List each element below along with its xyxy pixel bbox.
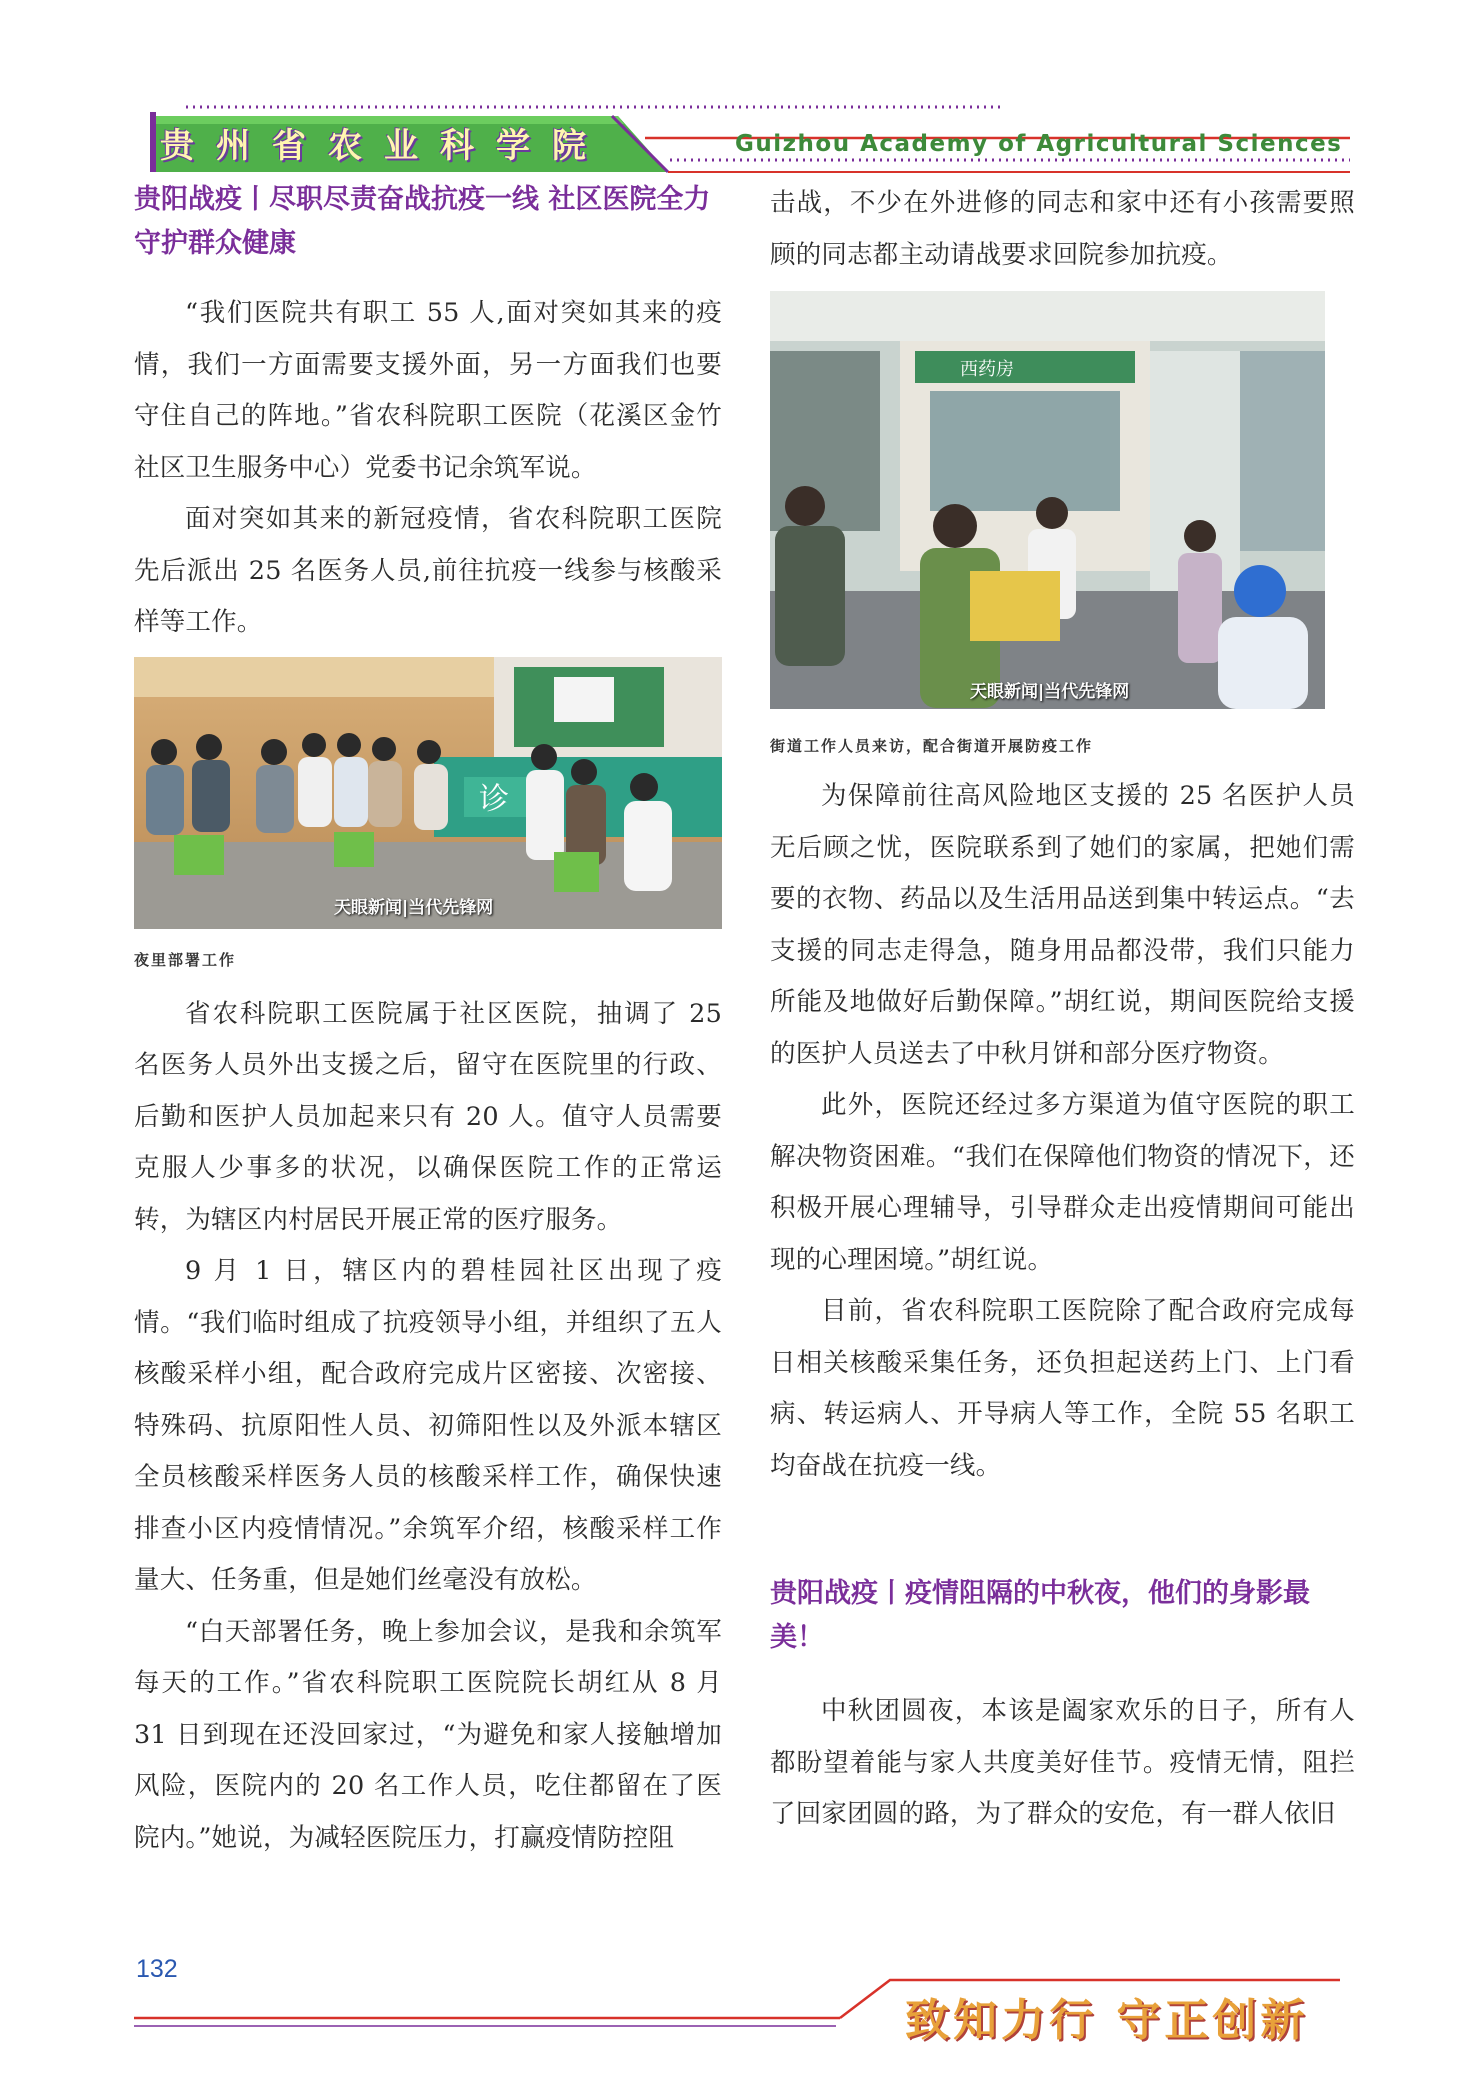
footer-slogan: 致知力行 守正创新 <box>905 1995 1309 2046</box>
article1-paragraph: “白天部署任务，晚上参加会议，是我和余筑军每天的工作。”省农科院职工医院院长胡红从 8 月 31 日到现在还没回家过，“为避免和家人接触增加风险，医院内的 20 名工作人员，吃住都留在了医院内。”她说，为减轻医院压力，打赢疫情防控阻 <box>134 1616 722 1853</box>
photo-night-meeting <box>134 657 722 929</box>
article1-headline: 贵阳战疫丨尽职尽责奋战抗疫一线 社区医院全力守护群众健康 <box>134 184 711 259</box>
photo1-sign: 诊 <box>479 781 509 817</box>
photo-street-visit <box>770 291 1325 709</box>
photo2-caption: 街道工作人员来访，配合街道开展防疫工作 <box>770 737 1094 755</box>
page-header <box>0 0 1481 180</box>
article1-paragraph: “我们医院共有职工 55 人,面对突如其来的疫情，我们一方面需要支援外面，另一方面我们也要守住自己的阵地。”省农科院职工医院（花溪区金竹社区卫生服务中心）党委书记余筑军说。 <box>134 298 722 483</box>
header-title-cn: 贵州省农业科学院 <box>160 126 608 166</box>
article1-paragraph: 省农科院职工医院属于社区医院，抽调了 25 名医务人员外出支援之后，留守在医院里的行政、后勤和医护人员加起来只有 20 人。值守人员需要克服人少事多的状况，以确保医院工作的正常运转，为辖区内村居民开展正常的医疗服务。 <box>134 998 722 1235</box>
article1-paragraph: 面对突如其来的新冠疫情，省农科院职工医院先后派出 25 名医务人员,前往抗疫一线参与核酸采样等工作。 <box>134 504 722 637</box>
left-column <box>134 180 722 1864</box>
article1-paragraph: 目前，省农科院职工医院除了配合政府完成每日相关核酸采集任务，还负担起送药上门、上门看病、转运病人、开导病人等工作，全院 55 名职工均奋战在抗疫一线。 <box>770 1296 1355 1481</box>
article2-headline: 贵阳战疫丨疫情阻隔的中秋夜，他们的身影最美！ <box>770 1578 1310 1653</box>
photo2-watermark: 天眼新闻|当代先锋网 <box>970 682 1130 702</box>
article1-paragraph: 为保障前往高风险地区支援的 25 名医护人员无后顾之忧，医院联系到了她们的家属，把她们需要的衣物、药品以及生活用品送到集中转运点。“去支援的同志走得急，随身用品都没带，我们只能力所能及地做好后勤保障。”胡红说，期间医院给支援的医护人员送去了中秋月饼和部分医疗物资。 <box>770 781 1355 1069</box>
photo1-watermark: 天眼新闻|当代先锋网 <box>334 897 494 918</box>
article1-paragraph: 此外，医院还经过多方渠道为值守医院的职工解决物资困难。“我们在保障他们物资的情况下，还积极开展心理辅导，引导群众走出疫情期间可能出现的心理困境。”胡红说。 <box>770 1090 1355 1275</box>
photo1-caption: 夜里部署工作 <box>134 950 237 969</box>
photo2-sign: 西药房 <box>960 359 1014 380</box>
header-title-en: Guizhou Academy of Agricultural Sciences <box>735 131 1343 157</box>
page-number: 132 <box>136 1955 178 1983</box>
right-column <box>770 180 1355 1841</box>
article2-paragraph: 中秋团圆夜，本该是阖家欢乐的日子，所有人都盼望着能与家人共度美好佳节。疫情无情，阻拦了回家团圆的路，为了群众的安危，有一群人依旧 <box>770 1696 1355 1829</box>
article1-continued: 击战，不少在外进修的同志和家中还有小孩需要照顾的同志都主动请战要求回院参加抗疫。 <box>770 188 1355 270</box>
article1-paragraph: 9 月 1 日，辖区内的碧桂园社区出现了疫情。“我们临时组成了抗疫领导小组，并组织了五人核酸采样小组，配合政府完成片区密接、次密接、特殊码、抗原阳性人员、初筛阳性以及外派本辖区全员核酸采样医务人员的核酸采样工作，确保快速排查小区内疫情情况。”余筑军介绍，核酸采样工作量大、任务重，但是她们丝毫没有放松。 <box>134 1256 722 1595</box>
